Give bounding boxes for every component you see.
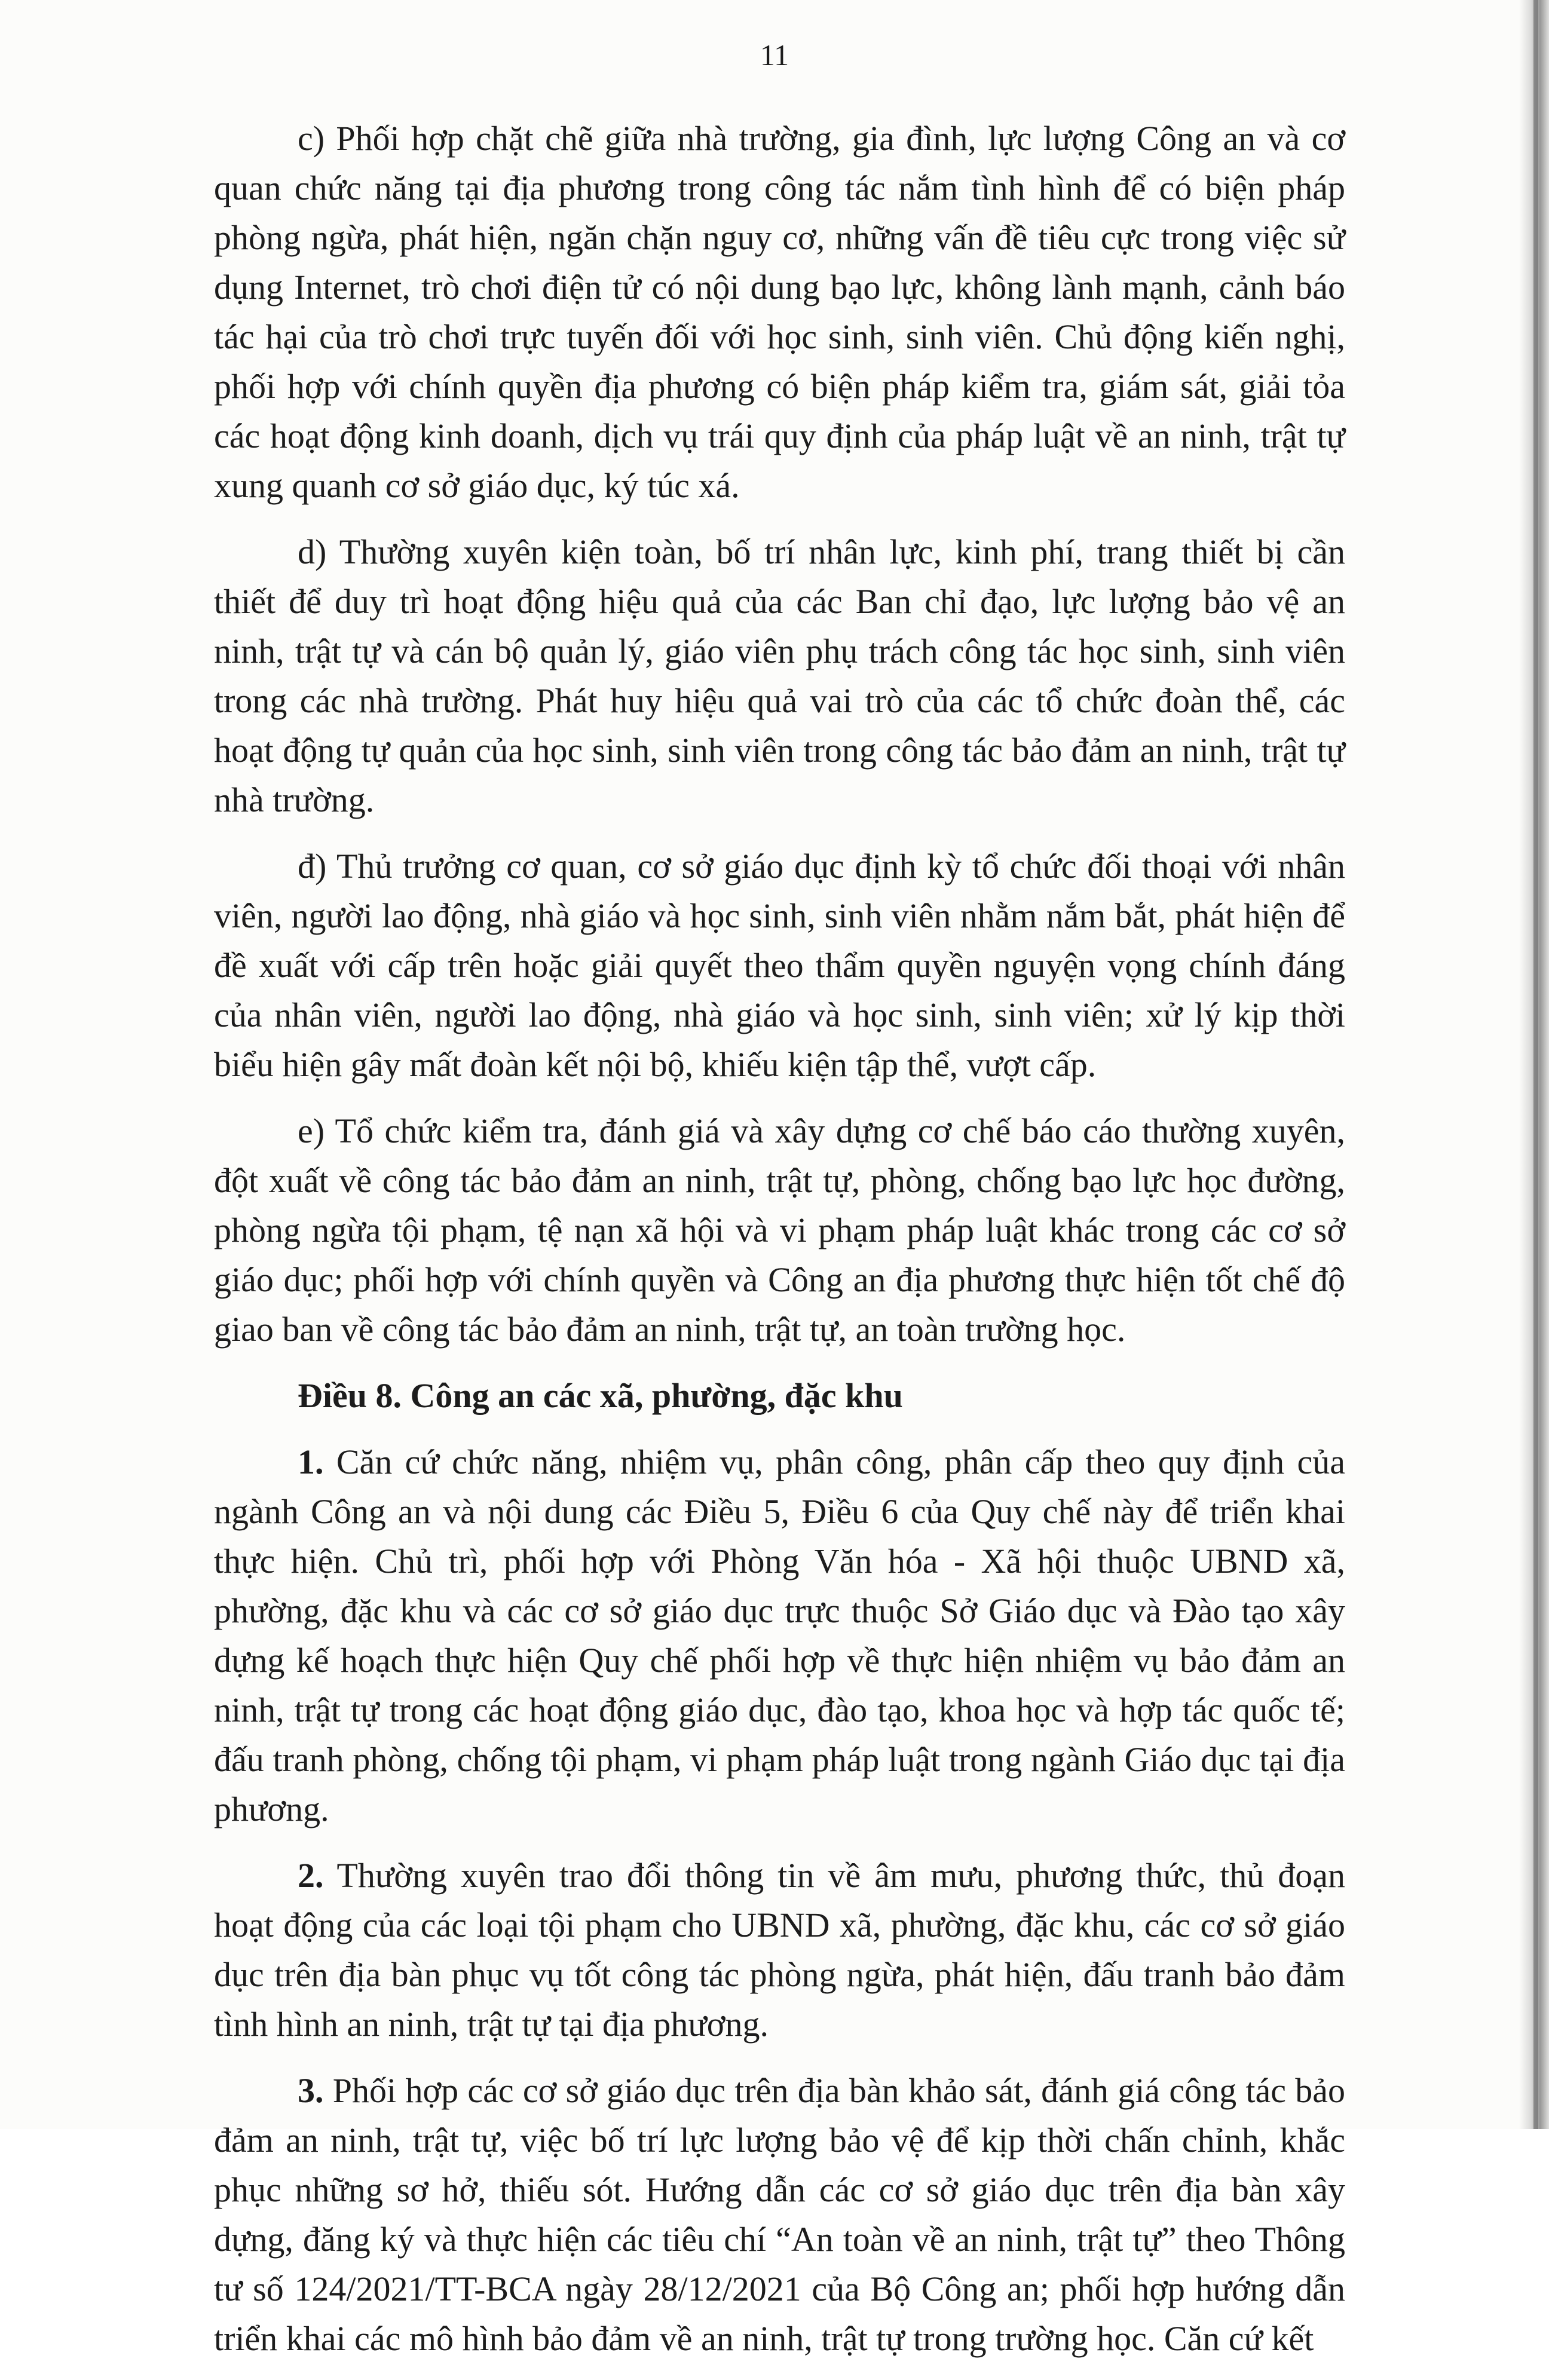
item-text: Phối hợp các cơ sở giáo dục trên địa bàn khảo sát, đánh giá công tác bảo đảm an ninh, trật tự, việc bố trí lực lượng bảo vệ để kịp thời chấn chỉnh, khắc phục những sơ hở, thiếu sót. Hướng dẫn các cơ sở giáo dục trên địa bàn xây dựng, đăng ký và thực hiện các tiêu chí “An toàn về an ninh, trật tự” theo Thông tư số 124/2021/TT-BCA ngày 28/12/2021 của Bộ Công an; phối hợp hướng dẫn triển khai các mô hình bảo đảm về an ninh, trật tự trong trường học. Căn cứ kết <box>214 2071 1345 2358</box>
item-text: Căn cứ chức năng, nhiệm vụ, phân công, phân cấp theo quy định của ngành Công an và nội dung các Điều 5, Điều 6 của Quy chế này để triển khai thực hiện. Chủ trì, phối hợp với Phòng Văn hóa - Xã hội thuộc UBND xã, phường, đặc khu và các cơ sở giáo dục trực thuộc Sở Giáo dục và Đào tạo xây dựng kế hoạch thực hiện Quy chế phối hợp về thực hiện nhiệm vụ bảo đảm an ninh, trật tự trong các hoạt động giáo dục, đào tạo, khoa học và hợp tác quốc tế; đấu tranh phòng, chống tội phạm, vi phạm pháp luật trong ngành Giáo dục tại địa phương. <box>214 1442 1345 1828</box>
item-number: 3. <box>298 2071 324 2110</box>
article-item-1 <box>214 1437 1345 1834</box>
paragraph-c: c) Phối hợp chặt chẽ giữa nhà trường, gia đình, lực lượng Công an và cơ quan chức năng tại địa phương trong công tác nắm tình hình để có biện pháp phòng ngừa, phát hiện, ngăn chặn nguy cơ, những vấn đề tiêu cực trong việc sử dụng Internet, trò chơi điện tử có nội dung bạo lực, không lành mạnh, cảnh báo tác hại của trò chơi trực tuyến đối với học sinh, sinh viên. Chủ động kiến nghị, phối hợp với chính quyền địa phương có biện pháp kiểm tra, giám sát, giải tỏa các hoạt động kinh doanh, dịch vụ trái quy định của pháp luật về an ninh, trật tự xung quanh cơ sở giáo dục, ký túc xá. <box>214 119 1345 505</box>
paragraph-dd: đ) Thủ trưởng cơ quan, cơ sở giáo dục định kỳ tổ chức đối thoại với nhân viên, người lao động, nhà giáo và học sinh, sinh viên nhằm nắm bắt, phát hiện để đề xuất với cấp trên hoặc giải quyết theo thẩm quyền nguyện vọng chính đáng của nhân viên, người lao động, nhà giáo và học sinh, sinh viên; xử lý kịp thời biểu hiện gây mất đoàn kết nội bộ, khiếu kiện tập thể, vượt cấp. <box>214 847 1345 1084</box>
article-8-heading: Điều 8. Công an các xã, phường, đặc khu <box>298 1376 903 1415</box>
article-item-2 <box>214 1851 1345 2049</box>
paragraph-e: e) Tổ chức kiểm tra, đánh giá và xây dựng cơ chế báo cáo thường xuyên, đột xuất về công tác bảo đảm an ninh, trật tự, phòng, chống bạo lực học đường, phòng ngừa tội phạm, tệ nạn xã hội và vi phạm pháp luật khác trong các cơ sở giáo dục; phối hợp với chính quyền và Công an địa phương thực hiện tốt chế độ giao ban về công tác bảo đảm an ninh, trật tự, an toàn trường học. <box>214 1111 1345 1349</box>
paragraph-d: d) Thường xuyên kiện toàn, bố trí nhân lực, kinh phí, trang thiết bị cần thiết để duy trì hoạt động hiệu quả của các Ban chỉ đạo, lực lượng bảo vệ an ninh, trật tự và cán bộ quản lý, giáo viên phụ trách công tác học sinh, sinh viên trong các nhà trường. Phát huy hiệu quả vai trò của các tổ chức đoàn thể, các hoạt động tự quản của học sinh, sinh viên trong công tác bảo đảm an ninh, trật tự nhà trường. <box>214 532 1345 819</box>
item-number: 2. <box>298 1856 324 1895</box>
document-body <box>214 114 1345 2380</box>
scan-edge-line <box>1533 0 1538 2129</box>
page-number: 11 <box>760 38 789 72</box>
item-number: 1. <box>298 1442 324 1481</box>
item-text: Thường xuyên trao đổi thông tin về âm mưu, phương thức, thủ đoạn hoạt động của các loại tội phạm cho UBND xã, phường, đặc khu, các cơ sở giáo dục trên địa bàn phục vụ tốt công tác phòng ngừa, phát hiện, đấu tranh bảo đảm tình hình an ninh, trật tự tại địa phương. <box>214 1856 1345 2044</box>
article-item-3 <box>214 2066 1345 2363</box>
